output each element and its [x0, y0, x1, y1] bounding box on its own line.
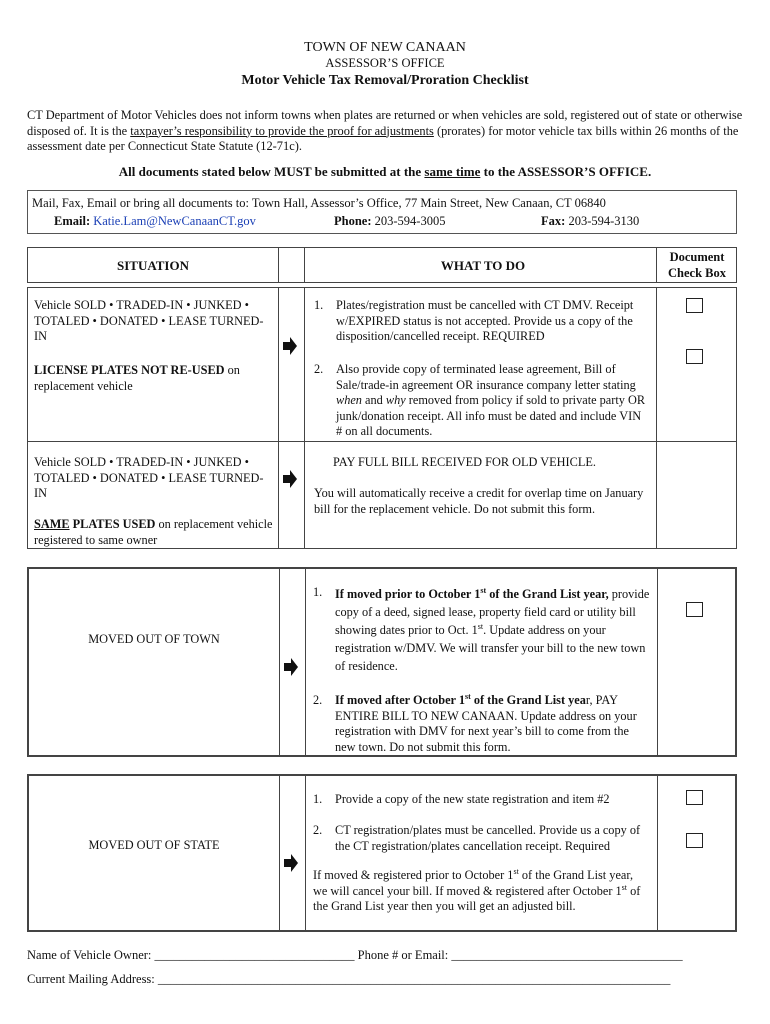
situation-plates-not-reused — [34, 363, 274, 394]
s3-item2-sup: st — [465, 691, 471, 701]
plates-not-reused-rest: on replacement vehicle — [34, 363, 240, 393]
address-label: Current Mailing Address: — [27, 972, 158, 986]
s3-item1-num: 1. — [313, 585, 323, 599]
s4-item1-text: Provide a copy of the new state registration and item #2 — [335, 792, 610, 806]
section-sold-group — [27, 287, 737, 549]
intro-underlined: taxpayer’s responsibility to provide the proof for adjustments — [130, 123, 434, 138]
section-moved-out-of-town — [27, 567, 737, 757]
s3-item1-bold2: of the Grand List year, — [486, 587, 609, 601]
s1-item2-c: removed from policy if sold to private party OR junk/donation receipt. All info must be dated and include VIN # on all documents. — [336, 393, 646, 438]
s3-item1-rest-b: . Update address on your registration w/DMV. We will transfer your bill to the new town of residence. — [335, 623, 646, 673]
situation-moved-town: MOVED OUT OF TOWN — [88, 632, 220, 646]
arrow-right-icon — [282, 336, 298, 356]
s4-note-b: of the Grand List year, we will cancel your bill. If moved & registered after October 1 — [313, 868, 634, 898]
s1-item2-b: and — [361, 393, 386, 407]
situation-moved-state: MOVED OUT OF STATE — [88, 838, 220, 852]
notice-text-2: to the ASSESSOR’S OFFICE. — [480, 164, 652, 179]
arrow-right-icon — [283, 657, 299, 677]
notice-underlined: same time — [424, 164, 481, 179]
s4-item2-num: 2. — [313, 823, 323, 837]
situation-sold-not-reused: Vehicle SOLD • TRADED-IN • JUNKED • TOTALED • DONATED • LEASE TURNED-IN — [34, 298, 264, 343]
s4-note — [313, 868, 649, 915]
s1-item1-num: 1. — [314, 298, 324, 312]
notice-text-1: All documents stated below MUST be submitted at the — [118, 164, 425, 179]
s3-item2-rest: r, PAY ENTIRE BILL TO NEW CANAAN. Update address on your registration with DMV for next year’s bill to come from the new town. Do not submit this form. — [335, 693, 637, 754]
s1-item2-num: 2. — [314, 362, 324, 376]
phone-email-field[interactable]: _____________________________________ — [451, 948, 683, 962]
what-to-do-header: WHAT TO DO — [440, 258, 526, 273]
checkbox-s1-item1[interactable] — [686, 298, 703, 313]
phone-email-label: Phone # or Email: — [354, 948, 452, 962]
section-moved-out-of-state — [27, 774, 737, 932]
s3-item2-text — [335, 693, 651, 755]
arrow-right-icon — [282, 469, 298, 489]
s3-item1-rest-sup: st — [477, 621, 484, 631]
contact-address: Mail, Fax, Email or bring all documents to: Town Hall, Assessor’s Office, 77 Main Street, New Canaan, CT 06840 — [32, 196, 606, 210]
s4-item2-text: CT registration/plates must be cancelled. Provide us a copy of the CT registration/plates cancellation receipt. Required — [335, 823, 641, 853]
s3-item2-num: 2. — [313, 693, 323, 707]
s1-item2-a: Also provide copy of terminated lease agreement, Bill of Sale/trade-in agreement OR insurance company letter stating — [336, 362, 636, 392]
doc-check-header-line2: Check Box — [668, 266, 726, 280]
intro-text-1: CT Department of Motor Vehicles does not inform towns when plates are returned or when vehicles are sold, registered out of state or otherwise disposed of. It is the — [27, 108, 743, 138]
town-heading: TOWN OF NEW CANAAN — [304, 40, 466, 55]
contact-box — [27, 190, 737, 234]
s3-item2-bold: If moved after October 1 — [335, 693, 465, 707]
s4-item1-num: 1. — [313, 792, 323, 806]
phone-label: Phone: — [334, 214, 372, 228]
checkbox-s1-item2[interactable] — [686, 349, 703, 364]
s3-item1-text — [335, 585, 651, 675]
arrow-right-icon — [283, 853, 299, 873]
table-header — [27, 247, 737, 283]
checkbox-s3-item1[interactable] — [686, 602, 703, 617]
plates-used-bold: PLATES USED — [69, 517, 156, 531]
s1-item2-why: why — [385, 393, 406, 407]
doc-check-header-line1: Document — [669, 250, 725, 264]
situation-same-plates-used — [34, 517, 274, 548]
checkbox-s4-item1[interactable] — [686, 790, 703, 805]
doc-check-header — [656, 249, 738, 281]
phone-value: 203-594-3005 — [374, 214, 446, 228]
s1-item2-when: when — [336, 393, 362, 407]
s4-note-a: If moved & registered prior to October 1 — [313, 868, 514, 882]
situation-sold-same-plates: Vehicle SOLD • TRADED-IN • JUNKED • TOTALED • DONATED • LEASE TURNED-IN — [34, 455, 264, 500]
email-label: Email: — [54, 214, 91, 228]
same-plates-rest: on replacement vehicle registered to same owner — [34, 517, 273, 547]
situation-header: SITUATION — [116, 258, 189, 273]
address-line — [27, 972, 747, 987]
plates-not-reused-bold: LICENSE PLATES NOT RE-USED — [34, 363, 225, 377]
fax-label: Fax: — [541, 214, 566, 228]
s3-item1-bold: If moved prior to October 1 — [335, 587, 481, 601]
owner-label: Name of Vehicle Owner: — [27, 948, 155, 962]
s1-item1-text: Plates/registration must be cancelled with CT DMV. Receipt w/EXPIRED status is not accepted. Provide us a copy of the disposition/cancelled receipt. REQUIRED — [336, 298, 634, 343]
email-link[interactable]: Katie.Lam@NewCanaanCT.gov — [93, 214, 256, 228]
s2-credit-note: You will automatically receive a credit for overlap time on January bill for the replacement vehicle. Do not submit this form. — [314, 486, 644, 516]
s4-note-sup2: st — [621, 882, 628, 892]
s4-note-c: of the Grand List year then you will get an adjusted bill. — [313, 883, 641, 913]
checkbox-s4-item2[interactable] — [686, 833, 703, 848]
s2-pay-full: PAY FULL BILL RECEIVED FOR OLD VEHICLE. — [333, 455, 596, 469]
intro-text-2: (prorates) for motor vehicle tax bills within 26 months of the assessment date per Connecticut State Statute (12-71c). — [27, 123, 739, 153]
contact-details — [54, 214, 694, 229]
same-bold: SAME — [34, 517, 70, 531]
fax-value: 203-594-3130 — [568, 214, 640, 228]
intro-paragraph — [27, 108, 747, 155]
page-title: Motor Vehicle Tax Removal/Proration Checklist — [241, 73, 529, 88]
s3-item1-rest-a: provide copy of a deed, signed lease, property field card or utility bill showing dates prior to Oct. 1 — [335, 587, 650, 637]
owner-field[interactable]: ________________________________ — [154, 948, 355, 962]
owner-line — [27, 948, 747, 963]
s3-item2-bold2: of the Grand List yea — [470, 693, 586, 707]
address-field[interactable]: __________________________________________________________________________________ — [157, 972, 671, 986]
s3-item1-sup: st — [480, 585, 487, 595]
office-heading: ASSESSOR’S OFFICE — [325, 56, 445, 70]
notice-line — [0, 164, 770, 180]
s1-item2-text — [336, 362, 648, 440]
s4-note-sup1: st — [513, 866, 519, 876]
